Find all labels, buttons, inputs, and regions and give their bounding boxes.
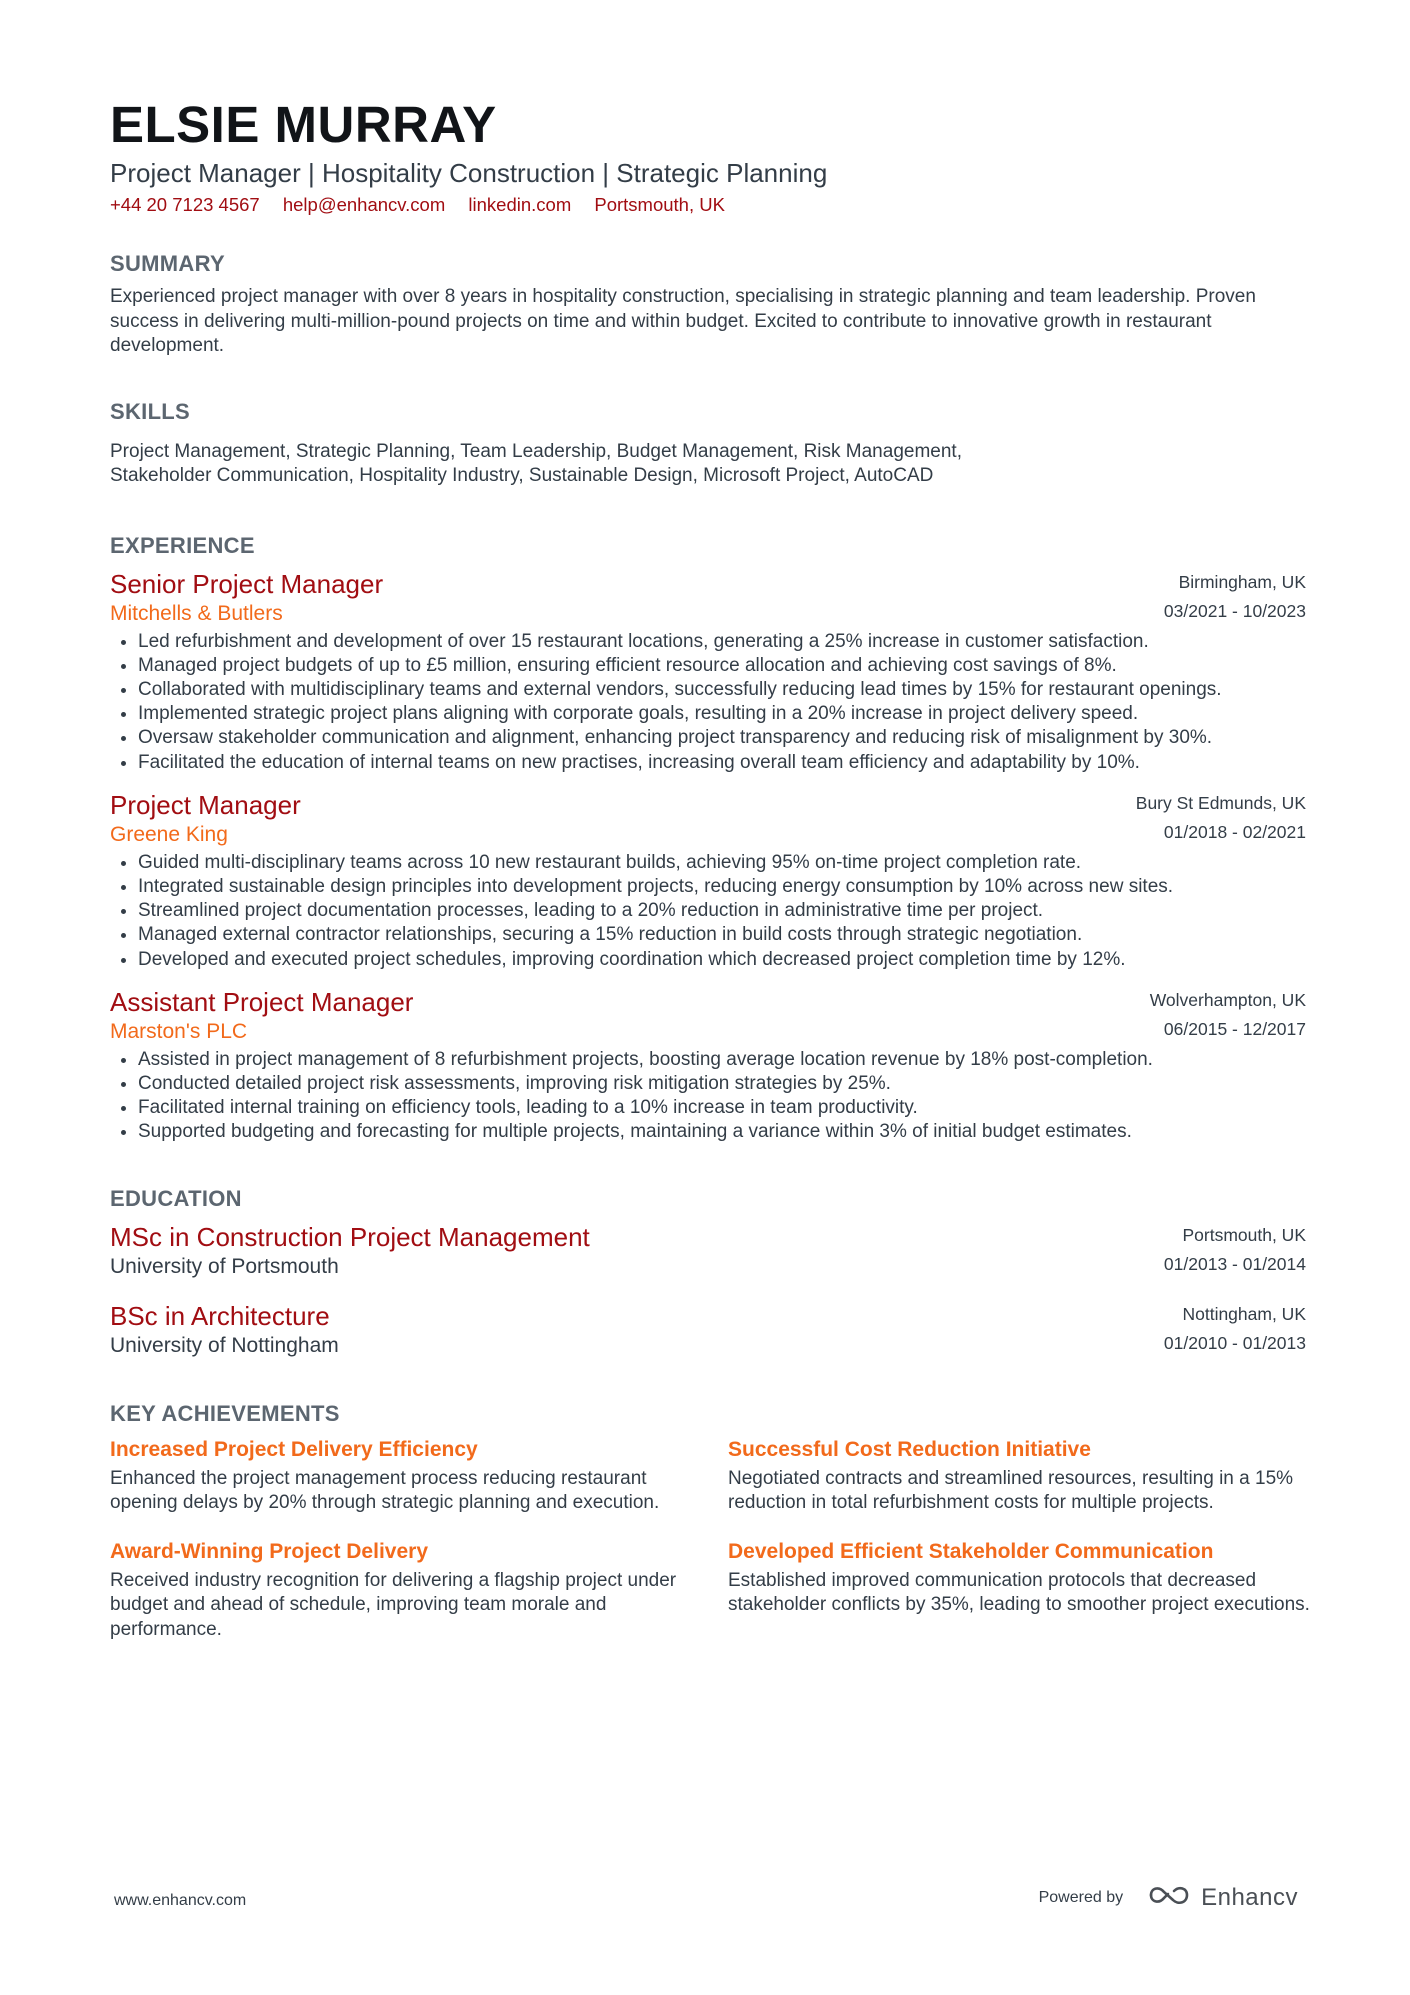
achievement-description: Negotiated contracts and streamlined resources, resulting in a 15% reduction in total refurbishment costs for multiple projects. [728, 1467, 1294, 1514]
skills-heading: SKILLS [110, 398, 191, 424]
achievement-description: Enhanced the project management process reducing restaurant opening delays by 20% through strategic planning and execution. [110, 1467, 660, 1514]
experience-entry [110, 568, 1306, 775]
education-location: Portsmouth, UK [1182, 1224, 1306, 1245]
footer-branding [1039, 1882, 1298, 1913]
job-dates: 01/2018 - 02/2021 [1163, 821, 1306, 842]
achievement-description: Received industry recognition for delivering a flagship project under budget and ahead of schedule, improving team morale and performance. [110, 1569, 677, 1640]
achievement-title: Developed Efficient Stakeholder Communication [728, 1539, 1214, 1563]
summary-heading: SUMMARY [110, 251, 225, 276]
job-bullets [110, 630, 1306, 775]
education-dates: 01/2013 - 01/2014 [1163, 1253, 1306, 1274]
achievement-item [728, 1436, 1316, 1516]
bullet-item: • Assisted in project management of 8 refurbishment projects, boosting average location revenue by 18% post-completion. [138, 1048, 1306, 1072]
linkedin-link[interactable]: linkedin.com [468, 194, 572, 215]
school-name: University of Nottingham [110, 1333, 339, 1357]
achievement-title: Award-Winning Project Delivery [110, 1539, 428, 1563]
bullet-item: • Developed and executed project schedules, improving coordination which decreased project completion time by 12%. [138, 948, 1306, 972]
skills-text [110, 440, 1306, 489]
job-location: Birmingham, UK [1178, 571, 1306, 592]
summary-section [110, 250, 1306, 359]
contact-line [110, 193, 1306, 217]
education-section [110, 1185, 1306, 1360]
experience-heading: EXPERIENCE [110, 532, 255, 558]
job-bullets [110, 851, 1306, 972]
skills-section [110, 398, 1306, 489]
phone-link[interactable]: +44 20 7123 4567 [110, 194, 260, 215]
job-meta [1136, 789, 1306, 847]
bullet-item: • Managed external contractor relationships, securing a 15% reduction in build costs through strategic negotiation. [138, 923, 1306, 947]
job-dates: 06/2015 - 12/2017 [1163, 1018, 1306, 1039]
job-meta [1164, 568, 1306, 626]
job-title: Project Manager [110, 789, 301, 820]
achievements-heading: KEY ACHIEVEMENTS [110, 1400, 340, 1426]
education-heading: EDUCATION [110, 1185, 242, 1211]
bullet-item: • Facilitated the education of internal teams on new practises, increasing overall team efficiency and adaptability by 10%. [138, 751, 1306, 775]
bullet-item: • Guided multi-disciplinary teams across 10 new restaurant builds, achieving 95% on-time project completion rate. [138, 851, 1306, 875]
education-meta [1164, 1300, 1306, 1358]
email-link[interactable]: help@enhancv.com [282, 194, 446, 215]
resume-content [110, 95, 1310, 1642]
company-name: Marston's PLC [110, 1019, 248, 1043]
skills-line-2: Stakeholder Communication, Hospitality Industry, Sustainable Design, Microsoft Project, AutoCAD [110, 465, 934, 486]
experience-entry [110, 986, 1306, 1145]
job-dates: 03/2021 - 10/2023 [1163, 600, 1306, 621]
company-name: Greene King [110, 822, 228, 846]
footer-website-link[interactable]: www.enhancv.com [114, 1892, 247, 1909]
achievement-item [728, 1538, 1316, 1643]
location-text: Portsmouth, UK [594, 194, 725, 215]
brand-name: Enhancv [1201, 1883, 1298, 1911]
job-location: Bury St Edmunds, UK [1135, 792, 1306, 813]
summary-text: Experienced project manager with over 8 years in hospitality construction, specialising in strategic planning and team leadership. Proven success in delivering multi-million-pound projects on time and within budget. Excited to contribute to innovative growth in restaurant development. [110, 286, 1256, 356]
bullet-item: • Implemented strategic project plans aligning with corporate goals, resulting in a 20% increase in project delivery speed. [138, 702, 1306, 726]
education-location: Nottingham, UK [1182, 1303, 1306, 1324]
school-name: University of Portsmouth [110, 1254, 339, 1278]
company-name: Mitchells & Butlers [110, 601, 283, 625]
degree-title: BSc in Architecture [110, 1300, 330, 1331]
job-meta [1150, 986, 1306, 1044]
job-location: Wolverhampton, UK [1149, 989, 1306, 1010]
bullet-item: • Oversaw stakeholder communication and alignment, enhancing project transparency and reducing risk of misalignment by 30%. [138, 726, 1306, 750]
achievement-description: Established improved communication protocols that decreased stakeholder conflicts by 35%, leading to smoother project executions. [728, 1569, 1310, 1616]
bullet-item: • Managed project budgets of up to £5 million, ensuring efficient resource allocation and achieving cost savings of 8%. [138, 654, 1306, 678]
job-title: Senior Project Manager [110, 568, 384, 599]
education-entry [110, 1300, 1306, 1360]
candidate-name: ELSIE MURRAY [110, 96, 497, 153]
achievement-title: Successful Cost Reduction Initiative [728, 1437, 1091, 1461]
achievements-grid [110, 1436, 1310, 1643]
bullet-item: • Integrated sustainable design principles into development projects, reducing energy consumption by 10% across new sites. [138, 875, 1306, 899]
job-title: Assistant Project Manager [110, 986, 414, 1017]
degree-title: MSc in Construction Project Management [110, 1221, 590, 1252]
bullet-item: • Facilitated internal training on efficiency tools, leading to a 10% increase in team productivity. [138, 1096, 1306, 1120]
education-dates: 01/2010 - 01/2013 [1163, 1332, 1306, 1353]
header [110, 95, 1306, 217]
education-entry [110, 1221, 1306, 1281]
enhancv-logo-icon [1147, 1882, 1193, 1913]
experience-section [110, 532, 1306, 1145]
experience-entry [110, 789, 1306, 972]
achievement-item [110, 1436, 698, 1516]
skills-line-1: Project Management, Strategic Planning, Team Leadership, Budget Management, Risk Management, [110, 440, 962, 462]
achievement-item [110, 1538, 698, 1643]
bullet-item: • Conducted detailed project risk assessments, improving risk mitigation strategies by 25%. [138, 1072, 1306, 1096]
achievements-section [110, 1400, 1310, 1643]
bullet-item: • Streamlined project documentation processes, leading to a 20% reduction in administrative time per project. [138, 899, 1306, 923]
powered-by-text: Powered by [1038, 1888, 1124, 1906]
candidate-title: Project Manager | Hospitality Construction | Strategic Planning [110, 158, 828, 188]
bullet-item: • Supported budgeting and forecasting for multiple projects, maintaining a variance within 3% of initial budget estimates. [138, 1120, 1306, 1144]
bullet-item: • Led refurbishment and development of over 15 restaurant locations, generating a 25% increase in customer satisfaction. [138, 630, 1306, 654]
achievement-title: Increased Project Delivery Efficiency [110, 1437, 478, 1461]
job-bullets [110, 1048, 1306, 1145]
education-meta [1164, 1221, 1306, 1279]
bullet-item: • Collaborated with multidisciplinary teams and external vendors, successfully reducing lead times by 15% for restaurant openings. [138, 678, 1306, 702]
